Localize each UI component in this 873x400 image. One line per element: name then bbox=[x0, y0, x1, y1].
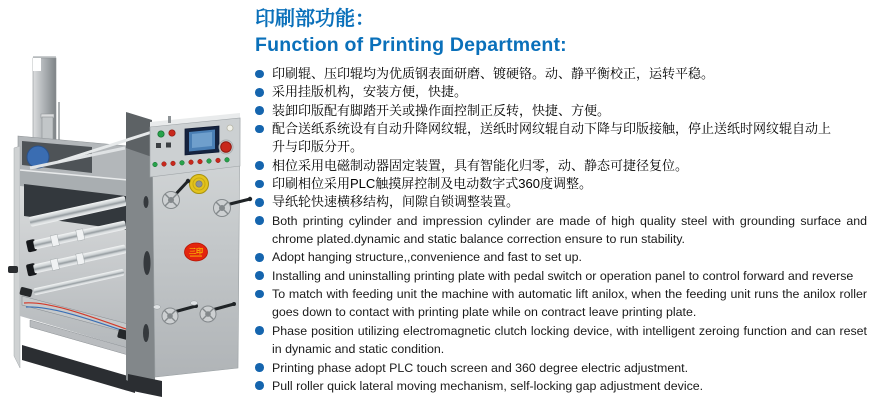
bullet-icon bbox=[255, 363, 264, 372]
page-title-en: Function of Printing Department: bbox=[255, 34, 567, 56]
feature-item bbox=[255, 359, 867, 377]
content-panel bbox=[255, 6, 867, 395]
bullet-icon bbox=[255, 125, 264, 134]
feature-item bbox=[255, 120, 867, 157]
feature-text: To match with feeding unit the machine with automatic lift anilox, when the feeding unit runs the anilox roller goes down to contact with printing plate while on contract leave printing plate. bbox=[272, 287, 867, 320]
feature-item bbox=[255, 248, 867, 266]
feature-item bbox=[255, 175, 867, 193]
feature-item bbox=[255, 322, 867, 359]
feature-text: Pull roller quick lateral moving mechanism, self-locking gap adjustment device. bbox=[272, 378, 704, 393]
red-stop-button bbox=[169, 130, 175, 136]
feature-item bbox=[255, 102, 867, 120]
feature-text: Printing phase adopt PLC touch screen and 360 degree electric adjustment. bbox=[272, 360, 689, 375]
selector-switch bbox=[166, 143, 171, 148]
feature-item bbox=[255, 157, 867, 175]
machine-photo bbox=[0, 0, 260, 400]
yellow-disc bbox=[190, 175, 209, 194]
bullet-icon bbox=[255, 70, 264, 79]
feature-text: 印刷相位采用PLC触摸屏控制及电动数字式360度调整。 bbox=[272, 176, 592, 192]
feature-text: Phase position utilizing electromagnetic clutch locking device, with intelligent zeroing function and can reset in dynamic and static condition. bbox=[272, 323, 867, 357]
bullet-icon bbox=[255, 216, 264, 225]
selector-switch bbox=[156, 143, 161, 148]
bullet-icon bbox=[255, 271, 264, 280]
bullet-icon bbox=[255, 326, 264, 335]
bullet-icon bbox=[255, 290, 264, 299]
bullet-icon bbox=[255, 161, 264, 170]
bullet-icon bbox=[255, 198, 264, 207]
bullet-icon bbox=[255, 253, 264, 262]
feature-item bbox=[255, 267, 867, 285]
print-unit bbox=[8, 56, 135, 393]
feature-item bbox=[255, 377, 867, 395]
feature-text: 配合送纸系统设有自动升降网纹辊，送纸时网纹辊自动下降与印版接触，停止送纸时网纹辊自动上升与印版分开。 bbox=[272, 121, 832, 155]
bullet-icon bbox=[255, 381, 264, 390]
bullet-icon bbox=[255, 180, 264, 189]
feature-text: 采用挂版机构，安装方便，快捷。 bbox=[272, 84, 468, 100]
feature-text: 相位采用电磁制动器固定装置，具有智能化归零，动、静态可捷径复位。 bbox=[272, 157, 689, 173]
feature-text: Adopt hanging structure,,convenience and fast to set up. bbox=[272, 250, 582, 265]
bullet-icon bbox=[255, 106, 264, 115]
feature-text: 导纸轮快速横移结构，间隙自锁调整装置。 bbox=[272, 194, 520, 210]
green-start-button bbox=[158, 131, 164, 137]
white-indicator-lamp bbox=[227, 125, 233, 131]
feature-item bbox=[255, 212, 867, 249]
feature-list bbox=[255, 65, 867, 395]
emergency-stop-button bbox=[221, 142, 232, 153]
feature-item bbox=[255, 83, 867, 101]
machine-figure bbox=[0, 0, 260, 400]
bullet-icon bbox=[255, 88, 264, 97]
logo-text: 三印 bbox=[189, 248, 203, 256]
control-cabinet bbox=[126, 113, 252, 397]
feature-item bbox=[255, 285, 867, 322]
control-panel bbox=[150, 113, 240, 177]
feature-text: 印刷辊、压印辊均为优质钢表面研磨、镀硬铬。动、静平衡校正，运转平稳。 bbox=[272, 66, 715, 81]
cabinet-side bbox=[126, 148, 155, 392]
hmi-screen bbox=[185, 126, 219, 155]
feature-text: Both printing cylinder and impression cylinder are made of high quality steel with grounding surface and chrome plated.dynamic and static balance correction ensure to run stability. bbox=[272, 213, 867, 247]
page-title-zh: 印刷部功能： bbox=[255, 8, 375, 30]
feature-item bbox=[255, 65, 867, 83]
logo-badge bbox=[185, 243, 208, 261]
feature-item bbox=[255, 193, 867, 211]
feature-text: Installing and uninstalling printing plate with pedal switch or operation panel to control forward and reverse bbox=[272, 268, 854, 283]
feature-text: 装卸印版配有脚踏开关或操作面控制正反转，快捷、方便。 bbox=[272, 102, 611, 118]
